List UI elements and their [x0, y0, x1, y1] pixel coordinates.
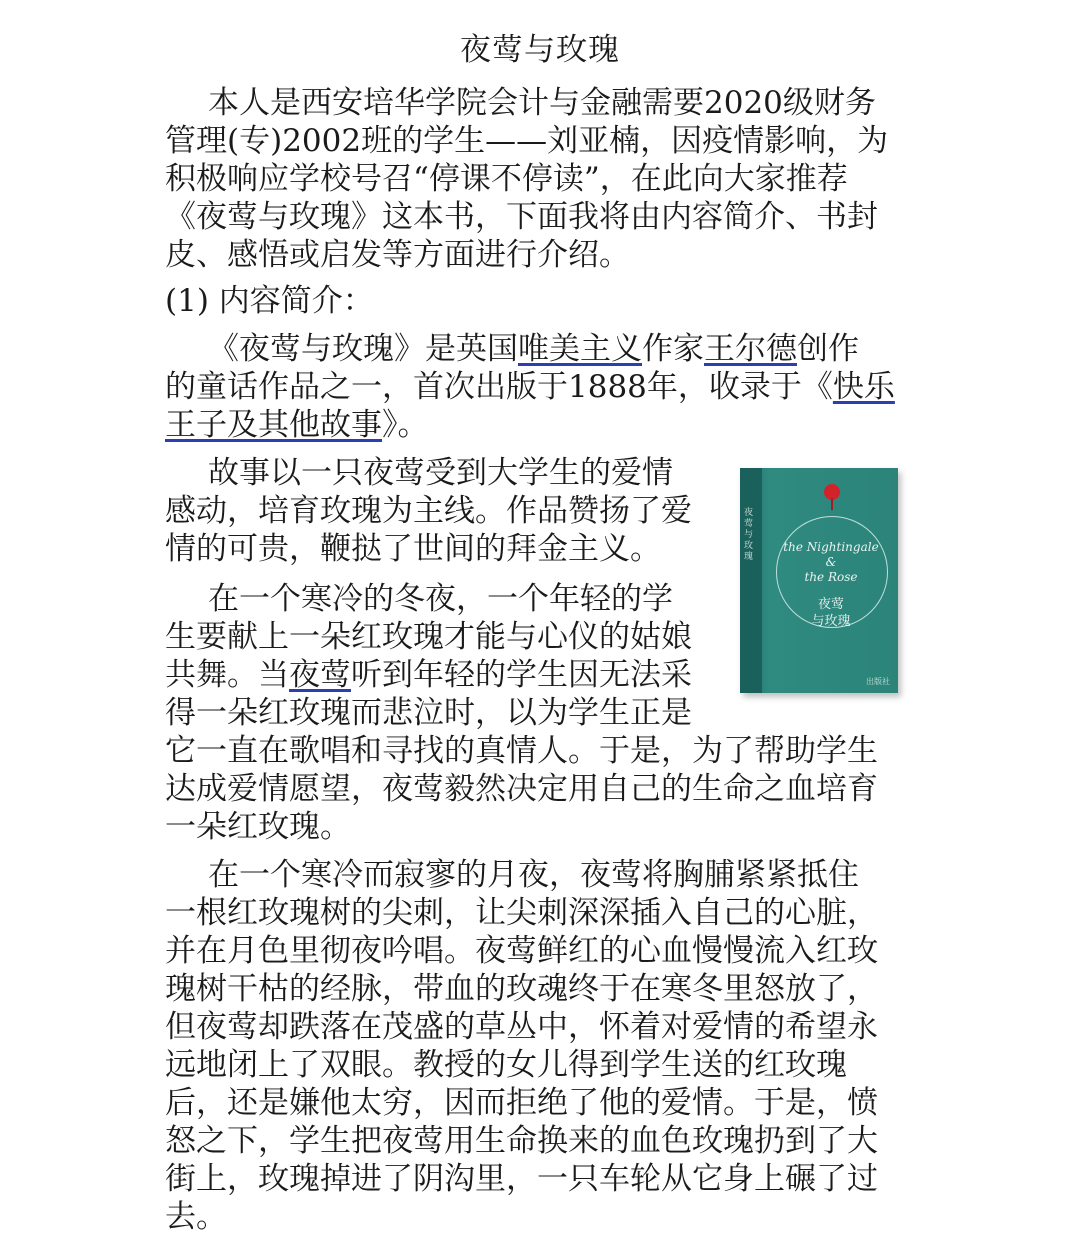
p3-line-2: 感动，培育玫瑰为主线。作品赞扬了爱 [165, 493, 692, 529]
link-aestheticism[interactable]: 唯美主义 [518, 331, 642, 367]
p1-line-3: 积极响应学校号召“停课不停读”，在此向大家推荐 [165, 161, 848, 197]
p2-line-1 [208, 330, 968, 368]
p5-line-4: 瑰树干枯的经脉，带血的玫魂终于在寒冬里怒放了， [165, 971, 878, 1007]
rose-stem [831, 498, 833, 510]
cover-english-title [770, 540, 892, 585]
p4-line-5: 它一直在歌唱和寻找的真情人。于是，为了帮助学生 [165, 733, 878, 769]
link-oscar-wilde[interactable]: 王尔德 [704, 331, 797, 367]
p2-line-3 [165, 406, 925, 444]
p4-text: 共舞。当 [165, 657, 289, 693]
p2-text: 创作 [797, 331, 859, 367]
cover-cn-line-2: 与玫瑰 [811, 614, 851, 629]
cover-publisher: 出版社 [866, 677, 890, 686]
p1-line-5: 皮、感悟或启发等方面进行介绍。 [165, 237, 630, 273]
p5-line-6: 远地闭上了双眼。教授的女儿得到学生送的红玫瑰 [165, 1047, 847, 1083]
link-happy-prince[interactable]: 快乐 [832, 369, 895, 405]
cover-en-line-1: the Nightingale [783, 540, 879, 554]
p5-line-8: 怒之下，学生把夜莺用生命换来的血色玫瑰扔到了大 [165, 1123, 878, 1159]
p5-line-3: 并在月色里彻夜吟唱。夜莺鲜红的心血慢慢流入红玫 [165, 933, 878, 969]
p5-line-2: 一根红玫瑰树的尖刺，让尖刺深深插入自己的心脏， [165, 895, 878, 931]
p2-line-2 [165, 368, 925, 406]
p1-line-1: 本人是西安培华学院会计与金融需要2020级财务 [208, 85, 876, 121]
p4-line-1: 在一个寒冷的冬夜，一个年轻的学 [208, 581, 673, 617]
book-spine [740, 468, 762, 693]
p2-text: 《夜莺与玫瑰》是英国 [208, 331, 518, 367]
p5-line-1: 在一个寒冷而寂寥的月夜，夜莺将胸脯紧紧抵住 [208, 857, 859, 893]
p3-line-1: 故事以一只夜莺受到大学生的爱情 [208, 455, 673, 491]
p4-line-7: 一朵红玫瑰。 [165, 809, 351, 845]
p5-line-5: 但夜莺却跌落在茂盛的草丛中，怀着对爱情的希望永 [165, 1009, 878, 1045]
cover-chinese-title [770, 596, 892, 630]
link-nightingale[interactable]: 夜莺 [289, 657, 351, 693]
p5-line-7: 后，还是嫌他太穷，因而拒绝了他的爱情。于是，愤 [165, 1085, 878, 1121]
p2-text: 作家 [642, 331, 704, 367]
section-heading-intro: (1) 内容简介： [165, 283, 374, 319]
cover-en-amp: & [825, 555, 837, 569]
p2-text: 》。 [382, 407, 429, 443]
book-cover-image [740, 468, 898, 693]
p4-line-3 [165, 656, 725, 694]
p1-line-4: 《夜莺与玫瑰》这本书，下面我将由内容简介、书封 [165, 199, 878, 235]
p1-line-2: 管理(专)2002班的学生——刘亚楠，因疫情影响，为 [165, 123, 889, 159]
p5-line-9: 街上，玫瑰掉进了阴沟里，一只车轮从它身上碾了过 [165, 1161, 878, 1197]
cover-en-line-2: the Rose [804, 570, 858, 584]
p2-text: 的童话作品之一，首次出版于1888年，收录于《 [165, 369, 833, 405]
document-title: 夜莺与玫瑰 [460, 32, 620, 68]
p4-line-6: 达成爱情愿望，夜莺毅然决定用自己的生命之血培育 [165, 771, 878, 807]
p3-line-3: 情的可贵，鞭挞了世间的拜金主义。 [165, 531, 661, 567]
p5-line-10: 去。 [165, 1199, 227, 1235]
p4-line-4: 得一朵红玫瑰而悲泣时，以为学生正是 [165, 695, 692, 731]
p4-line-2: 生要献上一朵红玫瑰才能与心仪的姑娘 [165, 619, 692, 655]
spine-title: 夜莺与玫瑰 [744, 508, 754, 562]
p4-text: 听到年轻的学生因无法采 [351, 657, 692, 693]
cover-cn-line-1: 夜莺 [817, 597, 844, 612]
link-happy-prince-cont[interactable]: 王子及其他故事 [165, 407, 382, 443]
